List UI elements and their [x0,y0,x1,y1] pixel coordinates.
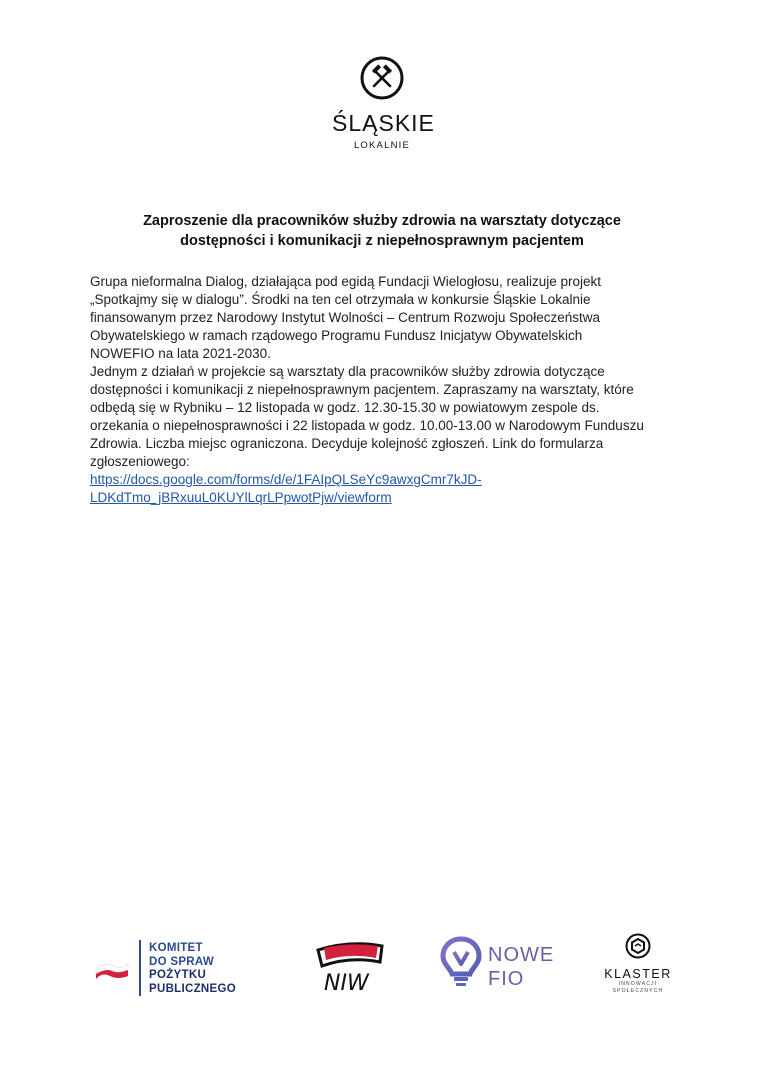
klaster-logo [598,932,678,1012]
body-line: odbędą się w Rybniku – 12 listopada w godz. 12.30-15.30 w powiatowym zespole ds. [90,400,600,415]
klaster-sub-1: INNOWACJI [618,981,658,987]
document-title [90,211,674,251]
lightbulb-icon [440,936,482,988]
niw-mark-icon [310,936,390,996]
body-line: Zdrowia. Liczba miejsc ograniczona. Decyduje kolejność zgłoszeń. Link do formularza [90,436,604,451]
niw-text: NIW [324,971,369,996]
body-line: dostępności i komunikacji z niepełnosprawnym pacjentem. Zapraszamy na warsztaty, które [90,382,634,397]
komitet-logo [94,938,254,998]
slaskie-lokalnie-logo [332,56,435,151]
body-line: Obywatelskiego w ramach rządowego Programu Fundusz Inicjatyw Obywatelskich [90,328,583,343]
form-link-part-2[interactable]: LDKdTmo_jBRxuuL0KUYlLqrLPpwotPjw/viewform [90,490,392,505]
title-line-2: dostępności i komunikacji z niepełnosprawnym pacjentem [180,233,584,249]
polish-flag-icon [94,960,130,980]
klaster-sub-2: SPOŁECZNYCH [612,988,664,994]
footer-logos [0,930,764,1010]
body-line: zgłoszeniowego: [90,454,190,469]
niw-logo [310,936,390,996]
hexagon-icon [625,932,651,960]
logo-subtitle: LOKALNIE [353,140,411,151]
body-line: NOWEFIO na lata 2021-2030. [90,346,271,361]
form-link-part-1[interactable]: https://docs.google.com/forms/d/e/1FAIpQLSeYc9awxgCmr7kJD- [90,472,482,487]
crossed-hammers-icon [360,56,404,100]
nowe-text: NOWE [488,944,555,966]
body-line: „Spotkajmy się w dialogu”. Środki na ten cel otrzymała w konkursie Śląskie Lokalnie [90,292,591,307]
komitet-text [149,942,236,996]
klaster-name: KLASTER [604,967,672,981]
title-line-1: Zaproszenie dla pracowników służby zdrowia na warsztaty dotyczące [143,213,621,229]
komitet-line-3: POŻYTKU [149,969,207,981]
fio-text: FIO [488,968,525,990]
logo-name: ŚLĄSKIE [332,110,435,136]
nowefio-logo [440,936,560,996]
body-line: finansowanym przez Narodowy Instytut Wolności – Centrum Rozwoju Społeczeństwa [90,310,600,325]
komitet-line-2: DO SPRAW [149,955,215,968]
document-body [90,273,690,507]
komitet-line-4: PUBLICZNEGO [149,982,236,995]
body-line: Jednym z działań w projekcie są warsztaty dla pracowników służby zdrowia dotyczące [90,364,605,379]
komitet-line-1: KOMITET [149,942,203,954]
komitet-divider [139,940,141,996]
body-line: Grupa nieformalna Dialog, działająca pod egidą Fundacji Wielogłosu, realizuje projekt [90,274,602,289]
body-line: orzekania o niepełnosprawności i 22 listopada w godz. 10.00-13.00 w Narodowym Funduszu [90,418,644,433]
